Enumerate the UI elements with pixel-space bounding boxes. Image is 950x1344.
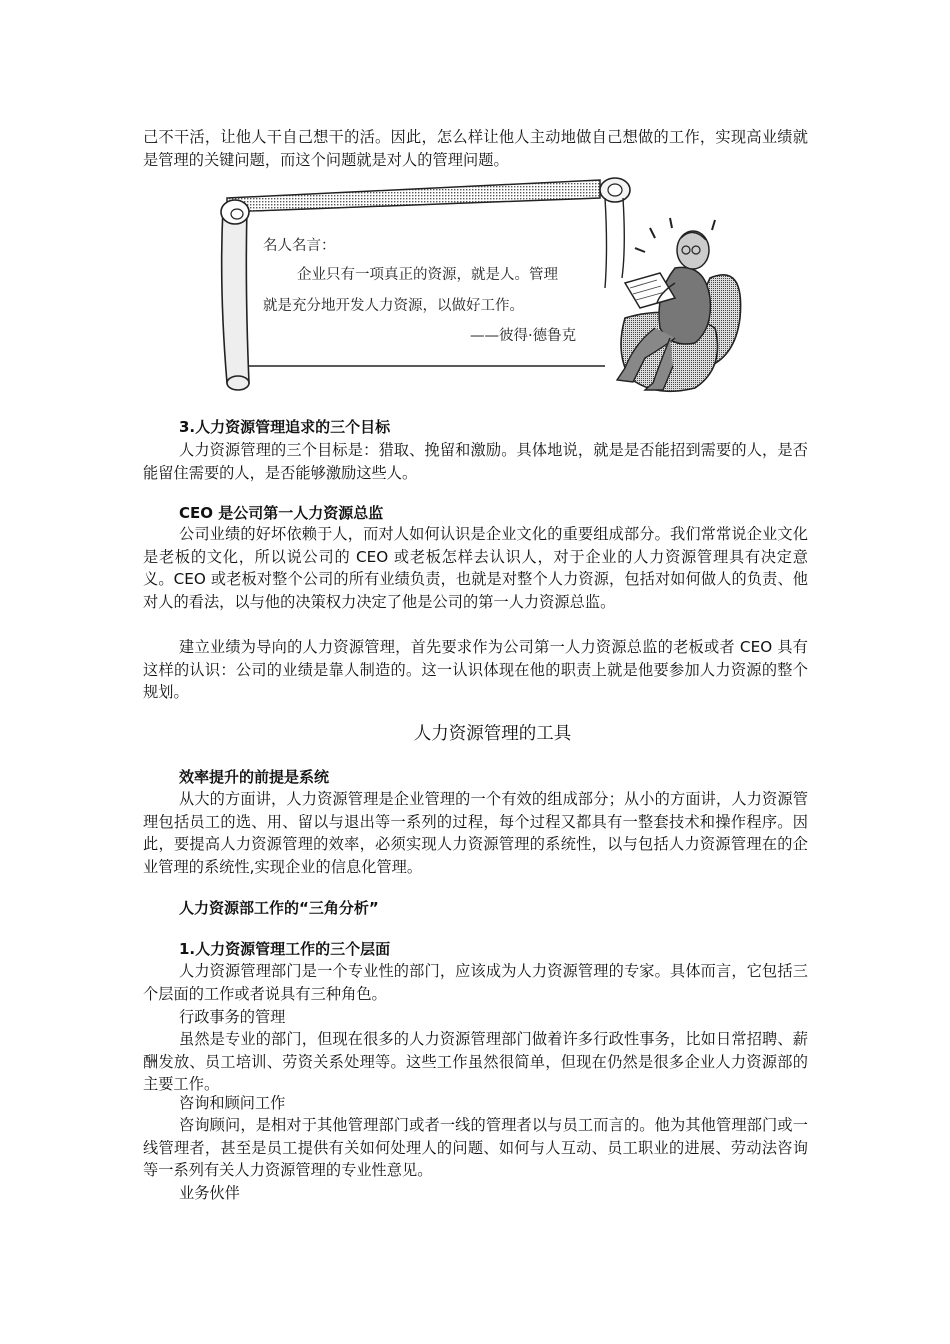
- quote-author: ——彼得·德鲁克: [470, 328, 577, 344]
- paragraph-ceo-2: 建立业绩为导向的人力资源管理，首先要求作为公司第一人力资源总监的老板或者 CEO 具有这样的认识：公司的业绩是靠人制造的。这一认识体现在他的职责上就是他要参加人力资源的整个规划。: [143, 638, 808, 702]
- paragraph-ceo-1: 公司业绩的好坏依赖于人，而对人如何认识是企业文化的重要组成部分。我们常常说企业文化是老板的文化，所以说公司的 CEO 或老板怎样去认识人，对于企业的人力资源管理具有决定意义。CEO 或老板对整个公司的所有业绩负责，也就是对整个人力资源，包括对如何做人的负责、他对人的看法，以与他的决策权力决定了他是公司的第一人力资源总监。: [143, 525, 808, 611]
- role-partner: 业务伙伴: [179, 1184, 240, 1202]
- paragraph-efficiency: 从大的方面讲，人力资源管理是企业管理的一个有效的组成部分；从小的方面讲，人力资源管理包括员工的选、用、留以与退出等一系列的过程，每个过程又都具有一整套技术和操作程序。因此，要提高人力资源管理的效率，必须实现人力资源管理的系统性，以与包括人力资源管理在的企业管理的系统性,实现企业的信息化管理。: [143, 790, 808, 876]
- quote-line-2: 就是充分地开发人力资源，以做好工作。: [263, 298, 524, 314]
- quote-line-1: 企业只有一项真正的资源，就是人。管理: [297, 267, 558, 283]
- reading-man-illustration: [617, 218, 741, 391]
- quote-title: 名人名言：: [263, 238, 336, 254]
- heading-three-levels: 1.人力资源管理工作的三个层面: [179, 940, 391, 958]
- heading-ceo: CEO 是公司第一人力资源总监: [179, 504, 384, 522]
- quote-figure: [205, 168, 750, 400]
- paragraph-consulting: 咨询顾问，是相对于其他管理部门或者一线的管理者以与员工而言的。他为其他管理部门或一线管理者，甚至是员工提供有关如何处理人的问题、如何与人互动、员工职业的进展、劳动法咨询等一系列有关人力资源管理的专业性意见。: [143, 1116, 808, 1180]
- scroll-illustration: [205, 168, 750, 400]
- heading-three-goals: 3.人力资源管理追求的三个目标: [179, 418, 391, 436]
- heading-triangle-analysis: 人力资源部工作的“三角分析”: [179, 899, 379, 917]
- paragraph-three-goals: 人力资源管理的三个目标是：猎取、挽留和激励。具体地说，就是是否能招到需要的人，是否能留住需要的人，是否能够激励这些人。: [143, 441, 808, 482]
- paragraph-three-levels: 人力资源管理部门是一个专业性的部门，应该成为人力资源管理的专家。具体而言，它包括三个层面的工作或者说具有三种角色。: [143, 962, 808, 1003]
- section-title: 人力资源管理的工具: [413, 724, 572, 744]
- role-consulting: 咨询和顾问工作: [179, 1094, 286, 1112]
- paragraph-intro: 己不干活，让他人干自己想干的活。因此，怎么样让他人主动地做自己想做的工作，实现高业绩就是管理的关键问题，而这个问题就是对人的管理问题。: [143, 128, 808, 169]
- role-admin: 行政事务的管理: [179, 1008, 286, 1026]
- heading-efficiency: 效率提升的前提是系统: [179, 768, 330, 786]
- paragraph-admin: 虽然是专业的部门，但现在很多的人力资源管理部门做着许多行政性事务，比如日常招聘、薪酬发放、员工培训、劳资关系处理等。这些工作虽然很简单，但现在仍然是很多企业人力资源部的主要工作。: [143, 1030, 808, 1094]
